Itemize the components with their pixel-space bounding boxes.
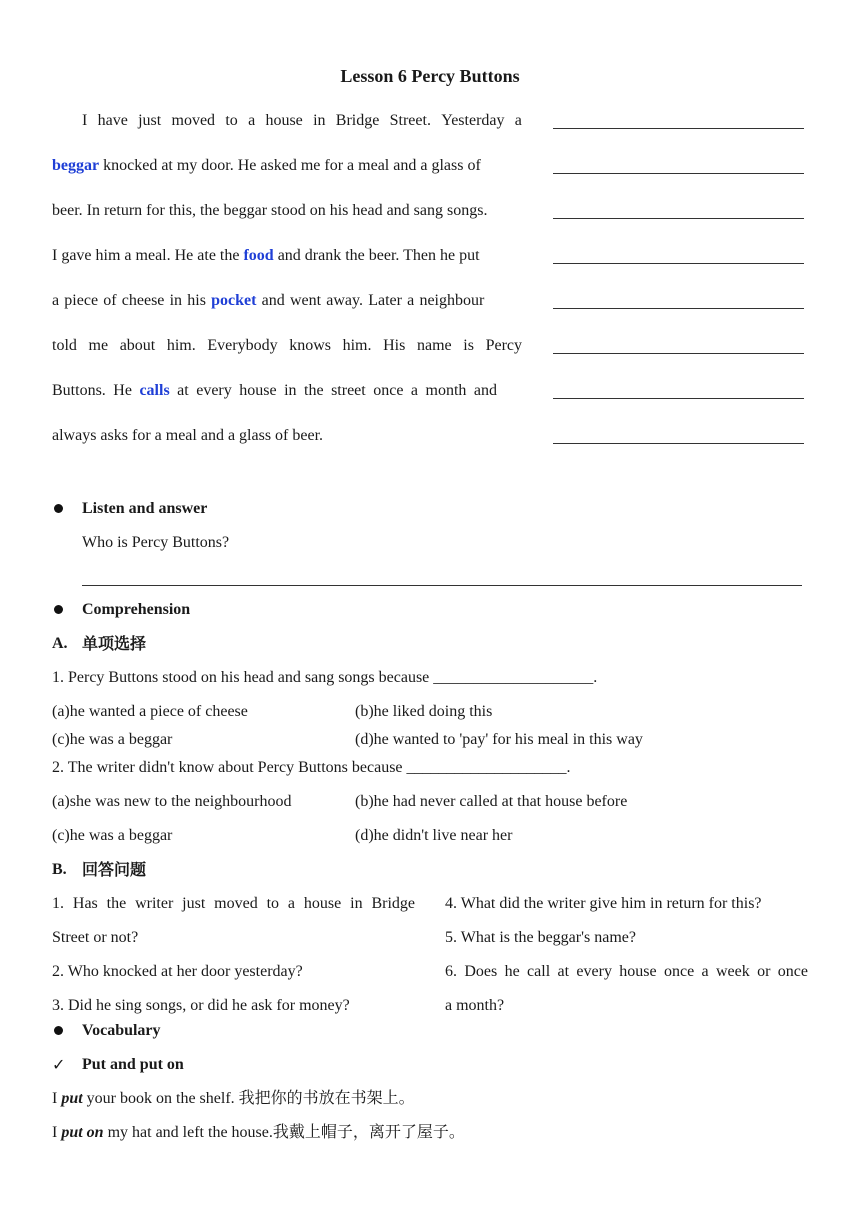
passage-word: I [82, 112, 88, 129]
option-2b[interactable]: (b)he had never called at that house before [355, 793, 628, 810]
section-a-title: 单项选择 [82, 634, 147, 653]
passage-line-1 [82, 111, 522, 131]
section-a-label: A. [52, 635, 68, 652]
write-line-8[interactable] [553, 443, 804, 444]
keyword-food: food [243, 247, 274, 264]
keyword-put-on: put on [61, 1124, 104, 1141]
passage-word: name [416, 337, 452, 354]
question-b5: 5. What is the beggar's name? [445, 929, 636, 946]
option-1b[interactable]: (b)he liked doing this [355, 703, 493, 720]
keyword-calls: calls [139, 382, 170, 399]
keyword-put: put [61, 1090, 83, 1107]
passage-word: to [225, 112, 238, 129]
passage-word: me [88, 337, 109, 354]
passage-word: knows [289, 337, 331, 354]
passage-line-6 [52, 336, 522, 356]
passage-line-8: always asks for a meal and a glass of beer. [52, 427, 324, 444]
passage-word: Street. [389, 112, 431, 129]
bullet-icon [54, 504, 63, 513]
write-line-4[interactable] [553, 263, 804, 264]
question-2: 2. The writer didn't know about Percy Buttons because ____________________. [52, 759, 571, 776]
section-b-label: B. [52, 861, 67, 878]
passage-word: His [383, 337, 406, 354]
answer-line[interactable] [82, 585, 802, 586]
example-2: I put on my hat and left the house.我戴上帽子，离开了屋子。 [52, 1124, 465, 1141]
question-b3: 3. Did he sing songs, or did he ask for money? [52, 997, 350, 1014]
vocabulary-subheading: Put and put on [82, 1056, 184, 1073]
option-1a[interactable]: (a)he wanted a piece of cheese [52, 703, 248, 720]
write-line-5[interactable] [553, 308, 804, 309]
passage-line-2: beggar knocked at my door. He asked me for a meal and a glass of [52, 157, 481, 174]
example-1: I put your book on the shelf. 我把你的书放在书架上。 [52, 1090, 415, 1107]
comprehension-heading: Comprehension [82, 601, 191, 618]
question-b6: 6. Does he call at every house once a week or once [445, 963, 808, 980]
section-b-title: 回答问题 [82, 860, 147, 879]
question-b2: 2. Who knocked at her door yesterday? [52, 963, 303, 980]
question-1: 1. Percy Buttons stood on his head and sang songs because ____________________. [52, 669, 598, 686]
write-line-2[interactable] [553, 173, 804, 174]
passage-line-3: beer. In return for this, the beggar stood on his head and sang songs. [52, 202, 488, 219]
write-line-1[interactable] [553, 128, 804, 129]
vocabulary-heading: Vocabulary [82, 1022, 161, 1039]
option-2a[interactable]: (a)she was new to the neighbourhood [52, 793, 292, 810]
check-icon: ✓ [52, 1055, 66, 1074]
passage-line-7: Buttons. He calls at every house in the street once a month and [52, 382, 498, 399]
question-b4: 4. What did the writer give him in return for this? [445, 895, 762, 912]
write-line-3[interactable] [553, 218, 804, 219]
question-b1: 1. Has the writer just moved to a house in Bridge [52, 895, 415, 912]
passage-word: Bridge [335, 112, 380, 129]
passage-word: moved [171, 112, 216, 129]
passage-word: Everybody [207, 337, 278, 354]
passage-word: is [463, 337, 474, 354]
write-line-7[interactable] [553, 398, 804, 399]
passage-word: him. [342, 337, 372, 354]
passage-word: in [313, 112, 326, 129]
passage-word: have [97, 112, 128, 129]
passage-word: house [265, 112, 303, 129]
passage-word: him. [166, 337, 196, 354]
option-2c[interactable]: (c)he was a beggar [52, 827, 173, 844]
passage-word: about [119, 337, 156, 354]
bullet-icon [54, 605, 63, 614]
passage-word: just [138, 112, 162, 129]
write-line-6[interactable] [553, 353, 804, 354]
question-b6-cont: a month? [445, 997, 505, 1014]
bullet-icon [54, 1026, 63, 1035]
listen-question: Who is Percy Buttons? [82, 534, 230, 551]
passage-line-5: a piece of cheese in his pocket and went away. Later a neighbour [52, 292, 485, 309]
page-title: Lesson 6 Percy Buttons [340, 66, 520, 86]
option-1d[interactable]: (d)he wanted to 'pay' for his meal in this way [355, 731, 643, 748]
option-2d[interactable]: (d)he didn't live near her [355, 827, 513, 844]
passage-word: told [52, 337, 77, 354]
passage-word: a [514, 112, 522, 129]
passage-word: Yesterday [441, 112, 505, 129]
keyword-beggar: beggar [52, 157, 100, 174]
keyword-pocket: pocket [211, 292, 257, 309]
passage-line-4: I gave him a meal. He ate the food and drank the beer. Then he put [52, 247, 480, 264]
listen-heading: Listen and answer [82, 500, 208, 517]
passage-word: a [248, 112, 256, 129]
question-b1-cont: Street or not? [52, 929, 139, 946]
option-1c[interactable]: (c)he was a beggar [52, 731, 173, 748]
passage-word: Percy [485, 337, 522, 354]
